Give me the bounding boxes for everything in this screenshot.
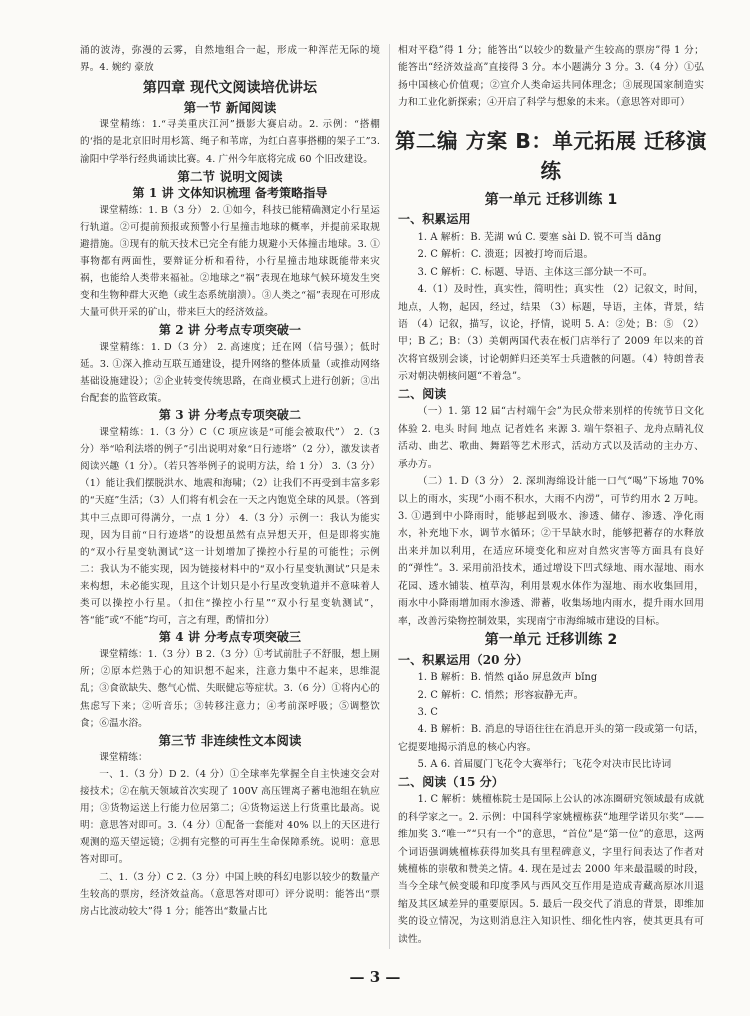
- paragraph: 课堂精练：1.（3 分）B 2.（3 分）①考试前肚子不舒服，想上厕所；②原本烂熟于心的知识想不起来，注意力集中不起来，思维混乱；③食欲缺失、憋气心慌、失眠健忘等症状。3.（6 分）①将内心的焦虑写下来；②听音乐；③转移注意力；④考前深呼吸；⑤调整饮食；⑥温水浴。: [80, 649, 380, 729]
- paragraph: （一）1. 第 12 届“古村端午会”为民众带来别样的传统节日文化体验 2. 电头 时间 地点 记者姓名 来源 3. 端午祭祖子、龙舟点睛礼仪活动、曲艺、歌曲、舞蹈等艺术形式，活动方式以及活动的主办方、承办方。: [398, 406, 704, 470]
- paragraph: 相对平稳”得 1 分；能答出“以较少的数量产生较高的票房”得 1 分；能答出“经济效益高”直接得 3 分。本小题满分 3 分。3.（4 分）①弘扬中国核心价值观；②宣介人类命运共同体理念；③展现国家制造实力和工业化新探索；④开启了科学与想象的未来。（意思答对即可）: [398, 45, 704, 109]
- paragraph: 课堂精练：1.“寻美重庆江河”摄影大赛启动。2. 示例：“搭棚的‘指的是北京旧时用杉篙、绳子和苇席，为红白喜事搭棚的架子工”3. 渝阳中学举行经典诵读比赛。4. 广州今年底将完成 60 个旧改建设。: [80, 119, 380, 165]
- answer-line: 2. C 解析：C. 溃逛；因被打垮而后退。: [417, 249, 594, 261]
- paragraph-label: 课堂精练：: [99, 751, 148, 763]
- lecture-title: 第 2 讲 分考点专项突破一: [158, 322, 302, 337]
- paragraph: 涌的波涛，弥漫的云雾，自然地组合一起，形成一种浑茫无际的境界。4. 婉约 豪放: [80, 45, 380, 74]
- paragraph: 一、1.（3 分）D 2.（4 分）①全球率先掌握全自主快速交会对接技术；②在航天领域首次实现了 100V 高压锂离子蓄电池组在轨应用；③货物运送上行能力位居第二；④货物运送上行货重比最高。说明：意思答对即可。3.（4 分）①配备一套能对 40% 以上的天区进行观测的巡天望远镜；②拥有完整的可再生生命保障系统。说明：意思答对即可。: [80, 768, 380, 866]
- answer-line: 5. A 6. 首届厦门飞花令大赛举行；飞花令对决市民比诗词: [417, 759, 672, 771]
- unit-title: 第一单元 迁移训练 1: [484, 191, 618, 208]
- answer-line: 3. C 解析：C. 标题、导语、主体这三部分缺一不可。: [417, 266, 653, 278]
- answer-line: 2. C 解析：C. 悄然；形容寂静无声。: [417, 689, 584, 701]
- lecture-title: 第 1 讲 文体知识梳理 备考策略指导: [132, 185, 328, 200]
- unit-title: 第一单元 迁移训练 2: [484, 632, 618, 649]
- part-heading: 一、积累运用: [398, 212, 471, 227]
- section-title: 第二节 说明文阅读: [177, 168, 283, 184]
- section-title: 第三节 非连续性文本阅读: [158, 732, 302, 748]
- answer-line: 3. C: [417, 706, 438, 718]
- lecture-title: 第 4 讲 分考点专项突破三: [158, 630, 302, 645]
- left-column: [80, 42, 380, 920]
- paragraph: 课堂精练：1. D（3 分） 2. 高速度；迁在网（信号强）；低时延。3. ①深入推动互联互通建设，提升网络的整体质量（或推动网络基础设施建设）；②企业转变传统思路，在商业模式上进行创新；③出台配套的监管政策。: [80, 341, 380, 404]
- answer-line: 1. A 解析：B. 芜湖 wú C. 要塞 sài D. 锐不可当 dāng: [417, 231, 662, 243]
- answer-line: 4. B 解析：B. 消息的导语往往在消息开头的第一段或第一句话，它提要地揭示消息的核心内容。: [398, 724, 704, 753]
- chapter-title: 第四章 现代文阅读培优讲坛: [142, 80, 318, 97]
- part-heading: 一、积累运用（20 分）: [398, 652, 529, 667]
- answer-line: 1. B 解析：B. 悄然 qiǎo 屏息敛声 bǐng: [417, 672, 598, 684]
- paragraph: 1. C 解析：姚檀栋院士是国际上公认的冰冻圈研究领域最有成就的科学家之一。2. 示例：中国科学家姚檀栋获“地理学诺贝尔奖”——维加奖 3.“唯一”“只有一个”的意思，“首位”是“第一位”的意思，这两个词语强调姚檀栋获得加奖具有里程碑意义，字里行间表达了作者对姚檀栋的崇敬和赞美之情。4. 现在是过去 2000 年来最温暖的时段，当今全球气候变暖和印度季风与西风交互作用是造成青藏高原冰川退缩及其区域差异的重要原因。5. 最后一段交代了消息的背景，即维加奖的设立情况，为这则消息注入知识性、细化性内容，使其更具有可读性。: [398, 794, 704, 945]
- right-column: [394, 42, 708, 948]
- part-heading: 二、阅读（15 分）: [398, 774, 504, 789]
- edition-title: 第二编 方案 B：单元拓展 迁移演练: [394, 128, 708, 183]
- paragraph: （二）1. D（3 分） 2. 深圳海绵设计能一口气“喝”下场地 70% 以上的雨水，实现“小雨不积水，大雨不内涝”，可节约用水 2 万吨。 3. ①遇到中小降雨时，能够起到吸水、渗透、储存、渗透、净化雨水，补充地下水，调节水循环；②干旱缺水时，能够把蓄存的水释放出来并加以利用，在适应环境变化和应对自然灾害等方面具有良好的“弹性”。3. 采用前沿技术，通过增设下凹式绿地、雨水湿地、雨水花园、透水铺装、植草沟，利用景观水体作为湿地、雨水收集回用，雨水中小降雨增加雨水渗透、滞蓄，收集场地内雨水，提升雨水回用率，改善污染物控制效果，实现南宁市海绵城市建设的目标。: [398, 476, 704, 627]
- page-number: — 3 —: [349, 968, 401, 986]
- answer-line: 4.（1）及时性，真实性，简明性；真实性 （2）记叙文，时间，地点，人物，起因，经过，结果 （3）标题，导语，主体，背景，结语 （4）记叙，描写，议论，抒情，说明 5. A：②处；B：⑤ （2）甲；B 乙；B：（3）美朝两国代表在板门店举行了 2009 年以来的首次将官级别会谈，讨论朝鲜归还美军士兵遗骸的问题。（4）特朗普表示对朝决朝核问题“不着急”。: [398, 284, 704, 383]
- section-title: 第一节 新闻阅读: [183, 100, 277, 116]
- paragraph: 课堂精练：1.（3 分）C（C 项应该是“可能会被取代”） 2.（3 分）举“哈利法塔的例子”引出说明对象“日行迹塔”（2 分），激发读者阅读兴趣（1 分）。（若只答举例子的说明方法，给 1 分） 3.（3 分）（1）能让我们摆脱洪水、地震和海啸；（2）让我们不再受到丰富多彩的“天庭”生活；（3）人们将有机会在一天之内饱览全球的风景。（答到其中三点即可得满分，一点 1 分） 4.（3 分）示例一：我认为能实现，因为目前“日行迹塔”的设想虽然有点异想天开，但是即将实施的“双小行星变轨测试”这一计划增加了操控小行星的可能性；示例二：我认为不能实现，因为链接材料中的“双小行星变轨测试”只是未来构想，未必能实现，且这个计划只是小行星改变轨道并不意味着人类可以操控小行星。（扣住“操控小行星”“双小行星变轨测试”，答“能”或“不能”均可，言之有理，酌情扣分）: [80, 427, 380, 627]
- paragraph: 二、1.（3 分）C 2.（3 分）中国上映的科幻电影以较少的数量产生较高的票房，经济效益高。（意思答对即可）评分说明：能答出“票房占比波动较大”得 1 分；能答出“数量占比: [80, 871, 380, 917]
- paragraph: 课堂精练：1. B（3 分） 2. ①如今，科技已能精确测定小行星运行轨道。②可提前预报或预警小行星撞击地球的概率，并提前采取规避措施。③现有的航天技术已完全有能力规避小天体撞击地球。3. ①事物都有两面性，要辩证分析和看待，小行星撞击地球既能带来灾祸，也能给人类带来福祉。②地球之“祸”表现在地球气候环境发生突变和生物种群大灭绝（或生态系统崩溃）。③人类之“福”表现在可形成大量可供开采的矿山，带来巨大的经济效益。: [80, 204, 380, 319]
- lecture-title: 第 3 讲 分考点专项突破二: [158, 407, 302, 422]
- part-heading: 二、阅读: [398, 386, 447, 401]
